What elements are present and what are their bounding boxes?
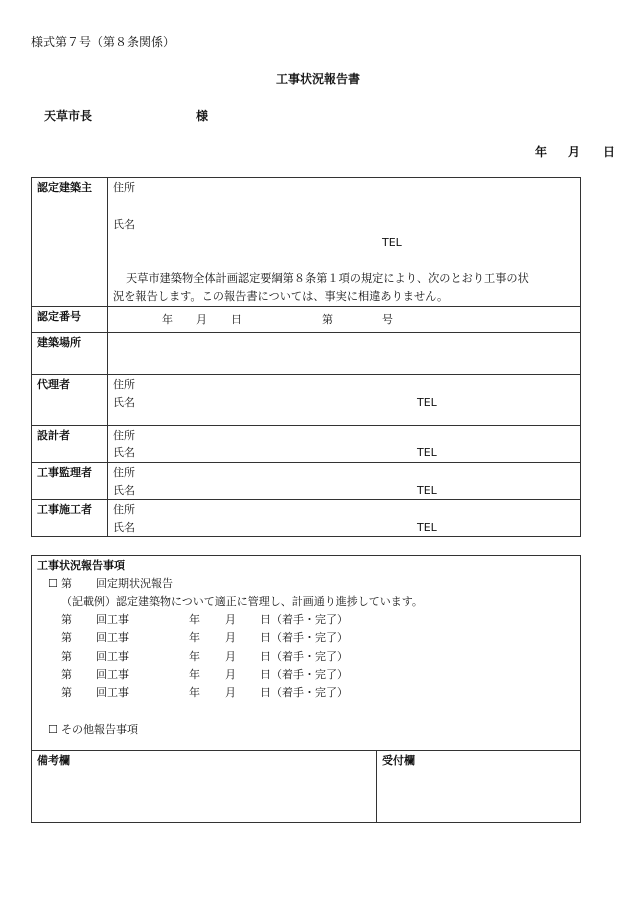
row-day: 日（着手・完了）	[260, 631, 348, 644]
remarks-label: 備考欄	[37, 754, 70, 767]
example-text: （記載例）認定建築物について適正に管理し、計画通り進捗しています。	[61, 595, 423, 608]
other-report-label: その他報告事項	[61, 723, 138, 736]
agent-label: 代理者	[37, 378, 70, 391]
other-checkbox[interactable]: ☐	[48, 723, 58, 736]
row-month: 月	[225, 631, 236, 644]
row-divider	[31, 306, 581, 307]
cert-dai: 第	[322, 313, 333, 326]
row-kai: 回工事	[96, 631, 129, 644]
agent-address-label: 住所	[113, 378, 135, 391]
row-year: 年	[189, 650, 200, 663]
cert-month: 月	[196, 313, 207, 326]
supervisor-label: 工事監理者	[37, 466, 92, 479]
periodic-checkbox[interactable]: ☐	[48, 577, 58, 590]
periodic-dai: 第	[61, 577, 72, 590]
designer-address-label: 住所	[113, 429, 135, 442]
constructor-tel-label: TEL	[417, 521, 437, 534]
row-month: 月	[225, 668, 236, 681]
row-dai: 第	[61, 613, 72, 626]
row-kai: 回工事	[96, 650, 129, 663]
page-title: 工事状況報告書	[276, 72, 361, 86]
remarks-divider	[376, 750, 377, 823]
supervisor-address-label: 住所	[113, 466, 135, 479]
owner-name-label: 氏名	[113, 218, 135, 231]
agent-name-label: 氏名	[113, 396, 135, 409]
date-day: 日	[603, 145, 616, 159]
row-year: 年	[189, 613, 200, 626]
row-dai: 第	[61, 668, 72, 681]
row-year: 年	[189, 668, 200, 681]
row-year: 年	[189, 686, 200, 699]
declaration-line-1: 天草市建築物全体計画認定要綱第８条第１項の規定により、次のとおり工事の状	[126, 272, 529, 285]
report-section-title: 工事状況報告事項	[37, 559, 125, 572]
designer-label: 設計者	[37, 429, 70, 442]
row-kai: 回工事	[96, 668, 129, 681]
designer-tel-label: TEL	[417, 446, 437, 459]
application-table	[31, 177, 581, 537]
cert-day: 日	[231, 313, 242, 326]
agent-tel-label: TEL	[417, 396, 437, 409]
owner-label: 認定建築主	[37, 181, 92, 194]
label-column-divider	[107, 177, 108, 537]
constructor-name-label: 氏名	[113, 521, 135, 534]
row-month: 月	[225, 686, 236, 699]
row-month: 月	[225, 650, 236, 663]
row-divider	[31, 462, 581, 463]
honorific: 様	[196, 109, 209, 123]
row-dai: 第	[61, 686, 72, 699]
addressee: 天草市長	[44, 109, 93, 123]
constructor-address-label: 住所	[113, 503, 135, 516]
row-divider	[31, 750, 581, 751]
designer-name-label: 氏名	[113, 446, 135, 459]
date-month: 月	[568, 145, 581, 159]
row-dai: 第	[61, 650, 72, 663]
row-month: 月	[225, 613, 236, 626]
date-year: 年	[535, 145, 548, 159]
declaration-line-2: 況を報告します。この報告書については、事実に相違ありません。	[113, 290, 449, 303]
reception-label: 受付欄	[382, 754, 415, 767]
row-year: 年	[189, 631, 200, 644]
row-divider	[31, 374, 581, 375]
row-divider	[31, 499, 581, 500]
site-label: 建築場所	[37, 336, 81, 349]
row-kai: 回工事	[96, 613, 129, 626]
supervisor-tel-label: TEL	[417, 484, 437, 497]
row-kai: 回工事	[96, 686, 129, 699]
row-day: 日（着手・完了）	[260, 650, 348, 663]
form-number: 様式第７号（第８条関係）	[31, 35, 176, 49]
periodic-report-label: 回定期状況報告	[96, 577, 173, 590]
constructor-label: 工事施工者	[37, 503, 92, 516]
owner-address-label: 住所	[113, 181, 135, 194]
row-day: 日（着手・完了）	[260, 668, 348, 681]
supervisor-name-label: 氏名	[113, 484, 135, 497]
row-divider	[31, 332, 581, 333]
row-day: 日（着手・完了）	[260, 613, 348, 626]
row-divider	[31, 425, 581, 426]
row-day: 日（着手・完了）	[260, 686, 348, 699]
row-dai: 第	[61, 631, 72, 644]
cert-year: 年	[162, 313, 173, 326]
owner-tel-label: TEL	[382, 236, 402, 249]
cert-go: 号	[382, 313, 393, 326]
cert-number-label: 認定番号	[37, 310, 81, 323]
